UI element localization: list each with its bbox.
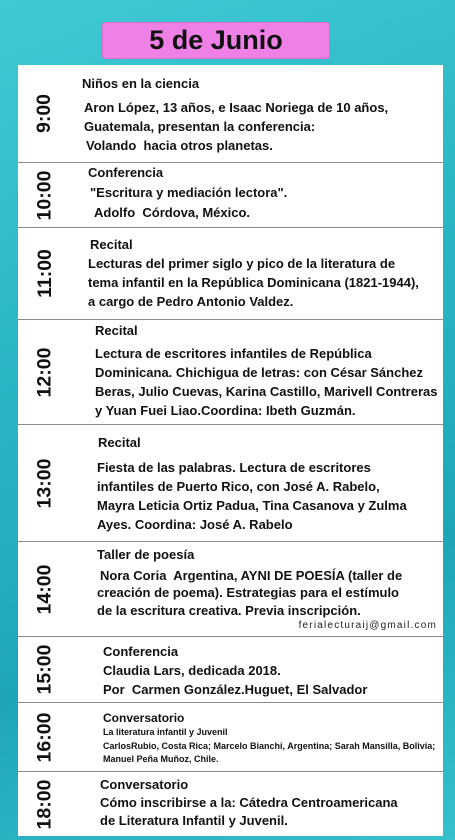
time-label: 12:00 (33, 347, 56, 397)
event-heading: Conferencia (103, 644, 179, 659)
event-description (72, 772, 443, 830)
contact-email: ferialecturaij@gmail.com (298, 620, 437, 631)
time-cell (18, 637, 72, 702)
schedule-row (18, 163, 443, 228)
time-label: 15:00 (33, 644, 56, 695)
time-cell (18, 703, 72, 771)
event-heading: Recital (90, 237, 133, 252)
event-description (72, 637, 443, 699)
event-heading: Recital (98, 435, 141, 450)
event-line: Por Carmen González.Huguet, El Salvador (103, 682, 368, 697)
event-heading: Conferencia (88, 165, 164, 180)
time-cell (18, 542, 72, 636)
date-title-box (102, 22, 330, 59)
event-line: tema infantil en la República Dominicana (1821-1944), (88, 275, 419, 290)
event-line: Dominicana. Chichigua de letras: con César Sánchez (95, 364, 423, 380)
time-label: 10:00 (33, 170, 56, 220)
event-line: infantiles de Puerto Rico, con José A. Rabelo, (97, 478, 380, 494)
event-line: creación de poema). Estrategias para el estímulo (97, 585, 400, 600)
event-line: Claudia Lars, dedicada 2018. (103, 663, 281, 678)
event-line: Cómo inscribirse a la: Cátedra Centroamericana (100, 795, 398, 810)
event-description (72, 542, 443, 619)
event-description (72, 228, 443, 311)
schedule-row (18, 703, 443, 772)
event-line: Fiesta de las palabras. Lectura de escritores (97, 459, 371, 475)
schedule-row (18, 228, 443, 320)
event-line: Volando hacia otros planetas. (86, 137, 273, 153)
event-heading: Conversatorio (103, 711, 185, 725)
event-line: de Literatura Infantil y Juvenil. (100, 813, 288, 828)
time-cell (18, 320, 72, 424)
time-cell (18, 228, 72, 319)
time-label: 14:00 (33, 564, 56, 614)
time-cell (18, 65, 72, 162)
event-description (72, 425, 443, 534)
event-line: Lecturas del primer siglo y pico de la literatura de (88, 256, 396, 271)
time-cell (18, 163, 72, 227)
event-description (72, 163, 443, 224)
event-heading: Taller de poesía (97, 547, 195, 562)
event-heading: Niños en la ciencia (82, 76, 200, 91)
event-heading: Recital (95, 323, 138, 338)
event-line: Manuel Peña Muñoz, Chile. (103, 754, 219, 764)
event-line: Beras, Julio Cuevas, Karina Castillo, Marivell Contreras (95, 383, 438, 399)
schedule-row (18, 65, 443, 163)
time-label: 11:00 (33, 249, 56, 298)
event-line: Lectura de escritores infantiles de República (95, 345, 372, 361)
time-label: 13:00 (33, 458, 56, 508)
event-line: Aron López, 13 años, e Isaac Noriega de 10 años, (84, 99, 389, 115)
event-line: "Escritura y mediación lectora". (90, 184, 288, 200)
schedule-row (18, 772, 443, 836)
schedule-table (18, 65, 443, 836)
event-heading: Conversatorio (100, 777, 189, 792)
schedule-row (18, 542, 443, 637)
event-description (72, 65, 443, 155)
event-line: Nora Coria Argentina, AYNI DE POESÍA (taller de (100, 567, 403, 583)
time-label: 16:00 (33, 712, 56, 762)
schedule-row (18, 320, 443, 425)
schedule-row (18, 425, 443, 542)
time-label: 9:00 (33, 93, 56, 134)
event-line: Mayra Leticia Ortiz Padua, Tina Casanova y Zulma (97, 497, 407, 513)
event-line: La literatura infantil y Juvenil (103, 727, 228, 737)
event-line: Ayes. Coordina: José A. Rabelo (97, 516, 293, 532)
event-line: y Yuan Fuei Liao.Coordina: Ibeth Guzmán. (95, 402, 356, 418)
event-line: Adolfo Córdova, México. (94, 205, 251, 220)
event-description (72, 703, 443, 767)
time-cell (18, 772, 72, 836)
event-line: CarlosRubio, Costa Rica; Marcelo Bianchi, Argentina; Sarah Mansilla, Bolivia; (103, 740, 436, 751)
event-line: Guatemala, presentan la conferencia: (84, 118, 316, 134)
event-description (72, 320, 443, 420)
time-label: 18:00 (33, 779, 56, 829)
time-cell (18, 425, 72, 541)
schedule-row (18, 637, 443, 703)
event-line: a cargo de Pedro Antonio Valdez. (88, 294, 294, 309)
event-line: de la escritura creativa. Previa inscripción. (97, 602, 361, 618)
date-title: 5 de Junio (149, 25, 283, 55)
